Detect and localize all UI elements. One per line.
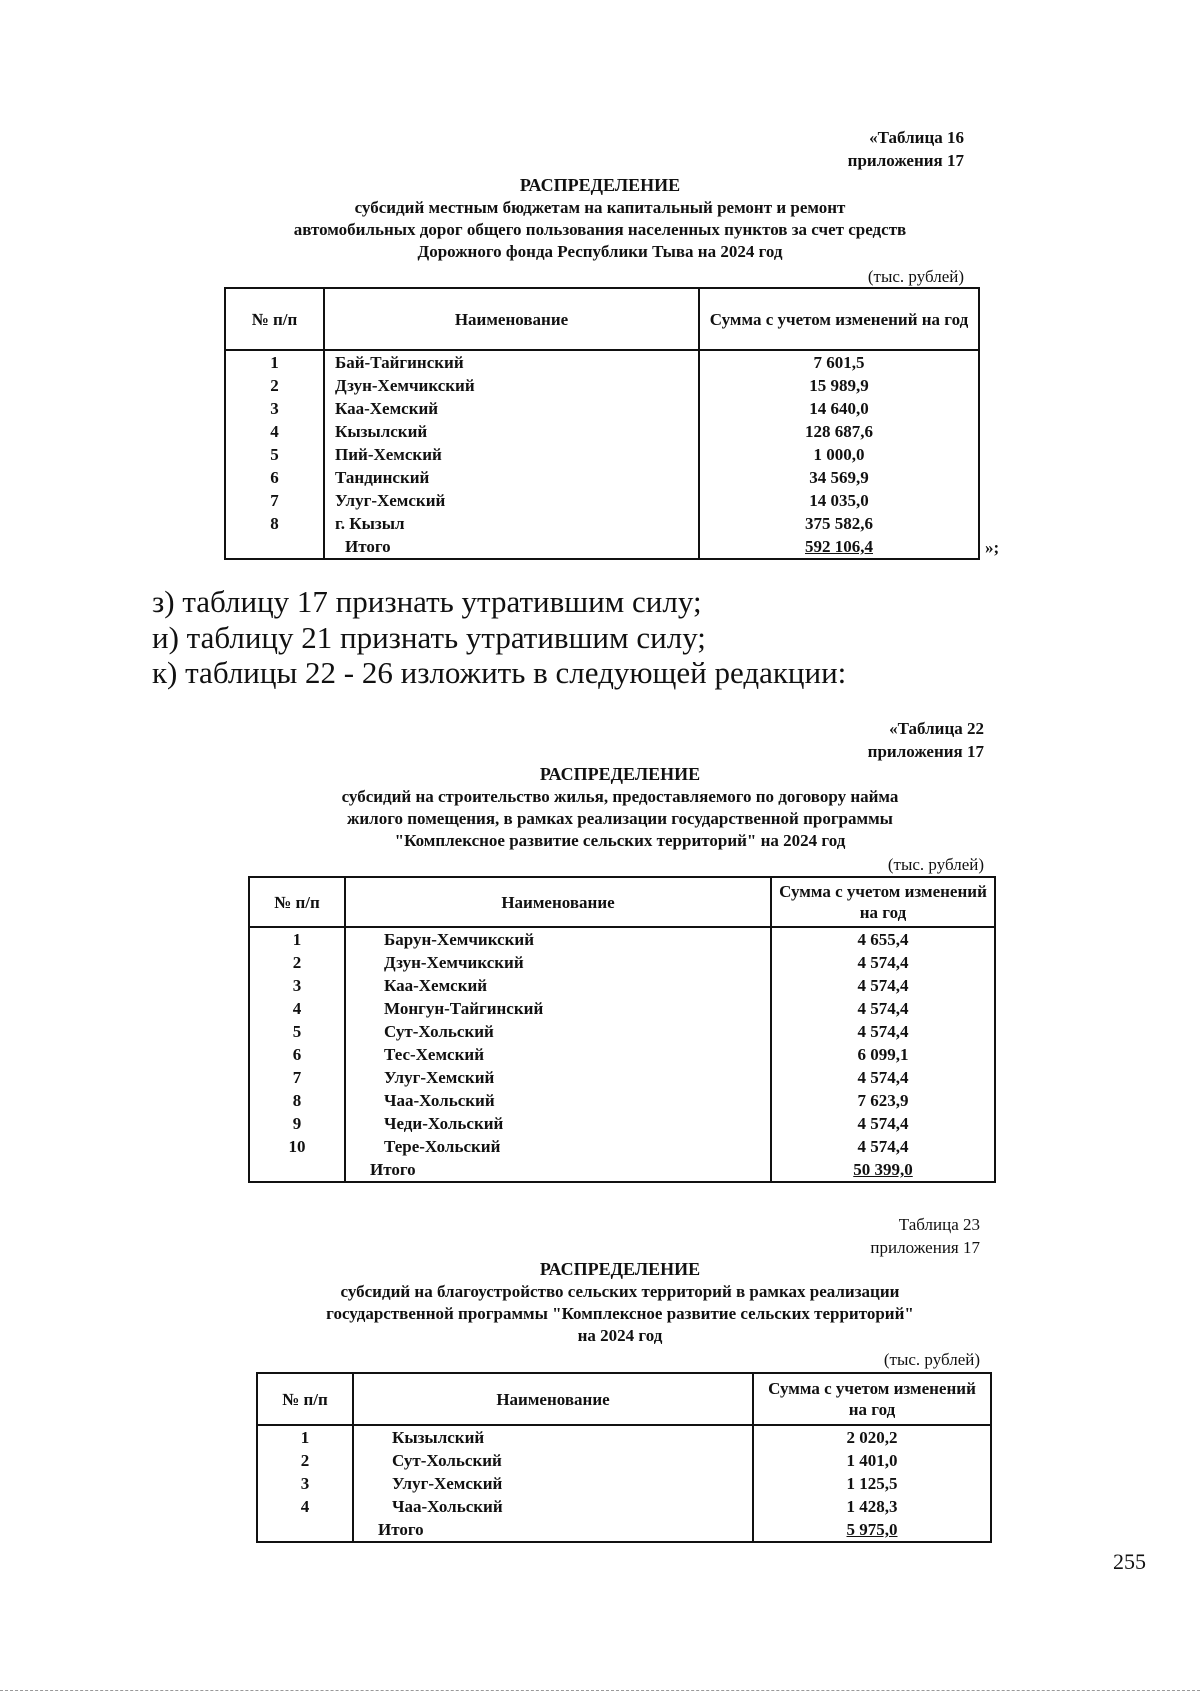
row-number: 1 — [257, 1425, 353, 1449]
total-row — [249, 1158, 995, 1182]
row-sum: 375 582,6 — [699, 512, 979, 535]
table16-title: РАСПРЕДЕЛЕНИЕ — [519, 175, 681, 195]
table-row — [225, 489, 979, 512]
table16-closing-quote: »; — [985, 538, 1000, 557]
header-name: Наименование — [345, 877, 771, 927]
table23 — [256, 1372, 992, 1543]
row-sum: 34 569,9 — [699, 466, 979, 489]
row-number: 1 — [249, 927, 345, 951]
table-row — [249, 1020, 995, 1043]
row-name: Чаа-Хольский — [353, 1495, 753, 1518]
table22 — [248, 876, 996, 1183]
paragraph-i: и) таблицу 21 признать утратившим силу; — [152, 620, 706, 655]
row-name: Дзун-Хемчикский — [345, 951, 771, 974]
row-sum: 128 687,6 — [699, 420, 979, 443]
row-number: 9 — [249, 1112, 345, 1135]
row-name: Чеди-Хольский — [345, 1112, 771, 1135]
table16 — [224, 287, 980, 560]
table23-title: РАСПРЕДЕЛЕНИЕ — [539, 1259, 701, 1279]
table16-units: (тыс. рублей) — [867, 267, 964, 286]
header-sum: Сумма с учетом изменений на год — [771, 877, 995, 927]
header-name: Наименование — [353, 1373, 753, 1425]
table22-ref-line1: «Таблица 22 — [889, 719, 984, 738]
table23-ref-line1: Таблица 23 — [898, 1215, 980, 1234]
table-row — [249, 1135, 995, 1158]
row-sum: 4 574,4 — [771, 1112, 995, 1135]
table-row — [249, 1089, 995, 1112]
table22-ref-line2: приложения 17 — [867, 742, 984, 761]
row-sum: 7 623,9 — [771, 1089, 995, 1112]
table16-subtitle-line: автомобильных дорог общего пользования населенных пунктов за счет средств — [293, 220, 907, 239]
row-sum: 4 574,4 — [771, 997, 995, 1020]
row-name: Пий-Хемский — [324, 443, 699, 466]
total-row — [225, 535, 979, 559]
page-number: 255 — [1113, 1549, 1146, 1574]
table23-reference — [870, 1213, 980, 1259]
scan-bottom-edge — [0, 1690, 1200, 1691]
row-sum: 6 099,1 — [771, 1043, 995, 1066]
row-name: Сут-Хольский — [345, 1020, 771, 1043]
row-name: Улуг-Хемский — [345, 1066, 771, 1089]
row-number: 2 — [257, 1449, 353, 1472]
table-row — [225, 420, 979, 443]
table-row — [257, 1472, 991, 1495]
row-name: Барун-Хемчикский — [345, 927, 771, 951]
row-name: Дзун-Хемчикский — [324, 374, 699, 397]
header-number: № п/п — [257, 1373, 353, 1425]
table16-heading — [170, 173, 1030, 263]
table-row — [257, 1449, 991, 1472]
table-row — [249, 1112, 995, 1135]
row-name: Сут-Хольский — [353, 1449, 753, 1472]
table23-ref-line2: приложения 17 — [870, 1238, 980, 1257]
header-sum: Сумма с учетом изменений на год — [753, 1373, 991, 1425]
row-name: Каа-Хемский — [324, 397, 699, 420]
total-label: Итого — [324, 535, 699, 559]
row-sum: 2 020,2 — [753, 1425, 991, 1449]
row-number: 4 — [249, 997, 345, 1020]
row-number: 2 — [225, 374, 324, 397]
table-row — [225, 512, 979, 535]
row-number: 6 — [225, 466, 324, 489]
table16-ref-line1: «Таблица 16 — [869, 128, 964, 147]
header-sum: Сумма с учетом изменений на год — [699, 288, 979, 350]
row-number: 2 — [249, 951, 345, 974]
row-number: 4 — [225, 420, 324, 443]
table23-units: (тыс. рублей) — [883, 1350, 980, 1369]
table22-title: РАСПРЕДЕЛЕНИЕ — [539, 764, 701, 784]
total-label: Итого — [353, 1518, 753, 1542]
total-sum: 5 975,0 — [753, 1518, 991, 1542]
row-sum: 7 601,5 — [699, 350, 979, 374]
row-number: 7 — [225, 489, 324, 512]
total-sum: 50 399,0 — [771, 1158, 995, 1182]
row-sum: 1 401,0 — [753, 1449, 991, 1472]
row-name: Тере-Хольский — [345, 1135, 771, 1158]
row-number: 7 — [249, 1066, 345, 1089]
header-number: № п/п — [249, 877, 345, 927]
row-sum: 4 574,4 — [771, 1066, 995, 1089]
table-row — [225, 350, 979, 374]
row-number: 8 — [249, 1089, 345, 1112]
row-sum: 4 574,4 — [771, 974, 995, 997]
row-number: 5 — [225, 443, 324, 466]
table22-units: (тыс. рублей) — [887, 855, 984, 874]
total-sum: 592 106,4 — [699, 535, 979, 559]
row-name: Улуг-Хемский — [324, 489, 699, 512]
row-name: Улуг-Хемский — [353, 1472, 753, 1495]
row-sum: 1 125,5 — [753, 1472, 991, 1495]
row-number: 1 — [225, 350, 324, 374]
row-number: 5 — [249, 1020, 345, 1043]
table22-reference — [868, 717, 984, 763]
table-row — [249, 1066, 995, 1089]
table-row — [249, 997, 995, 1020]
table-row — [225, 397, 979, 420]
row-name: Тес-Хемский — [345, 1043, 771, 1066]
row-name: Чаа-Хольский — [345, 1089, 771, 1112]
row-sum: 4 655,4 — [771, 927, 995, 951]
table-row — [249, 927, 995, 951]
row-sum: 14 640,0 — [699, 397, 979, 420]
row-sum: 4 574,4 — [771, 1135, 995, 1158]
table-row — [249, 1043, 995, 1066]
table-row — [225, 466, 979, 489]
table-row — [225, 443, 979, 466]
header-number: № п/п — [225, 288, 324, 350]
row-sum: 15 989,9 — [699, 374, 979, 397]
header-name: Наименование — [324, 288, 699, 350]
table23-subtitle-line: субсидий на благоустройство сельских территорий в рамках реализации — [340, 1282, 900, 1301]
table16-subtitle-line: субсидий местным бюджетам на капитальный ремонт и ремонт — [354, 198, 846, 217]
row-number: 8 — [225, 512, 324, 535]
table22-subtitle-line: субсидий на строительство жилья, предоставляемого по договору найма — [341, 787, 899, 806]
row-name: Кызылский — [353, 1425, 753, 1449]
row-sum: 4 574,4 — [771, 1020, 995, 1043]
row-name: Кызылский — [324, 420, 699, 443]
table22-subtitle-line: "Комплексное развитие сельских территорий" на 2024 год — [394, 831, 846, 850]
row-name: Каа-Хемский — [345, 974, 771, 997]
table23-heading — [190, 1257, 1050, 1347]
table-row — [257, 1495, 991, 1518]
row-number: 6 — [249, 1043, 345, 1066]
table-row — [257, 1425, 991, 1449]
table16-reference — [848, 126, 964, 172]
row-name: Монгун-Тайгинский — [345, 997, 771, 1020]
row-sum: 14 035,0 — [699, 489, 979, 512]
table-row — [225, 374, 979, 397]
table16-ref-line2: приложения 17 — [847, 151, 964, 170]
row-number: 3 — [225, 397, 324, 420]
table23-subtitle-line: государственной программы "Комплексное развитие сельских территорий" — [326, 1304, 914, 1323]
row-sum: 4 574,4 — [771, 951, 995, 974]
paragraph-z: з) таблицу 17 признать утратившим силу; — [152, 584, 702, 619]
table23-subtitle-line: на 2024 год — [577, 1326, 663, 1345]
total-row — [257, 1518, 991, 1542]
row-name: Бай-Тайгинский — [324, 350, 699, 374]
table16-subtitle-line: Дорожного фонда Республики Тыва на 2024 год — [417, 242, 783, 261]
row-number: 3 — [257, 1472, 353, 1495]
row-sum: 1 000,0 — [699, 443, 979, 466]
row-name: Тандинский — [324, 466, 699, 489]
row-sum: 1 428,3 — [753, 1495, 991, 1518]
table22-subtitle-line: жилого помещения, в рамках реализации государственной программы — [347, 809, 893, 828]
row-number: 3 — [249, 974, 345, 997]
row-number: 10 — [249, 1135, 345, 1158]
table-row — [249, 974, 995, 997]
table-row — [249, 951, 995, 974]
paragraph-k: к) таблицы 22 - 26 изложить в следующей редакции: — [152, 655, 847, 690]
total-label: Итого — [345, 1158, 771, 1182]
row-name: г. Кызыл — [324, 512, 699, 535]
row-number: 4 — [257, 1495, 353, 1518]
table22-heading — [190, 762, 1050, 852]
